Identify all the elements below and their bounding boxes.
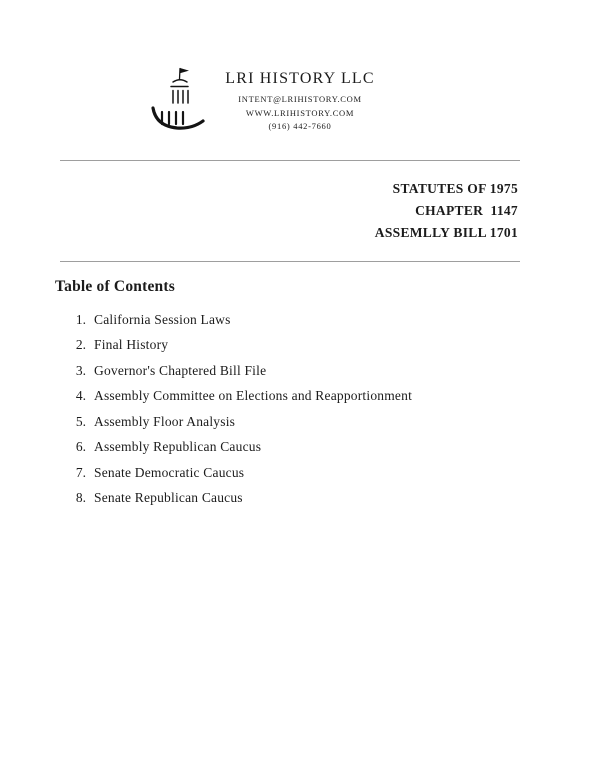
company-name: LRI HISTORY LLC	[225, 70, 375, 87]
toc-list	[70, 312, 600, 507]
toc-item-label: Assembly Committee on Elections and Reapportionment	[94, 388, 413, 403]
toc-item	[70, 312, 600, 328]
document-info	[0, 178, 518, 244]
capitol-sketch-icon	[146, 64, 216, 138]
toc-item-label: California Session Laws	[94, 311, 231, 327]
company-website: WWW.LRIHISTORY.COM	[245, 107, 355, 118]
toc-item-number: 5.	[75, 413, 86, 429]
toc-item-number: 3.	[75, 362, 86, 378]
toc-item	[70, 439, 600, 455]
toc-item-label: Assembly Republican Caucus	[94, 439, 262, 454]
company-email: INTENT@LRIHISTORY.COM	[238, 94, 362, 104]
toc-item	[70, 465, 600, 481]
toc-item-label: Senate Democratic Caucus	[94, 464, 245, 480]
divider-top	[60, 160, 520, 161]
bill-line: ASSEMLLY BILL 1701	[374, 224, 518, 240]
toc-item-number: 8.	[75, 490, 86, 505]
toc-item	[70, 337, 600, 353]
chapter-line: CHAPTER 1147	[415, 202, 518, 218]
toc-item	[70, 490, 600, 506]
toc-item-number: 7.	[75, 464, 86, 480]
toc-item-label: Assembly Floor Analysis	[94, 413, 236, 429]
letterhead	[0, 0, 600, 134]
toc-item-label: Final History	[94, 337, 169, 352]
toc-item-label: Governor's Chaptered Bill File	[94, 362, 267, 378]
toc-item	[70, 388, 600, 404]
toc-item	[70, 363, 600, 379]
toc-item-number: 1.	[75, 311, 86, 327]
divider-middle	[60, 261, 520, 262]
toc-item-label: Senate Republican Caucus	[94, 490, 243, 505]
letterhead-text	[0, 70, 600, 134]
toc-item	[70, 414, 600, 430]
toc-item-number: 4.	[75, 388, 86, 403]
statutes-line: STATUTES OF 1975	[392, 180, 518, 196]
company-phone: (916) 442-7660	[268, 121, 332, 131]
toc-item-number: 2.	[75, 337, 86, 352]
toc-title: Table of Contents	[55, 277, 175, 295]
toc-item-number: 6.	[75, 439, 86, 454]
